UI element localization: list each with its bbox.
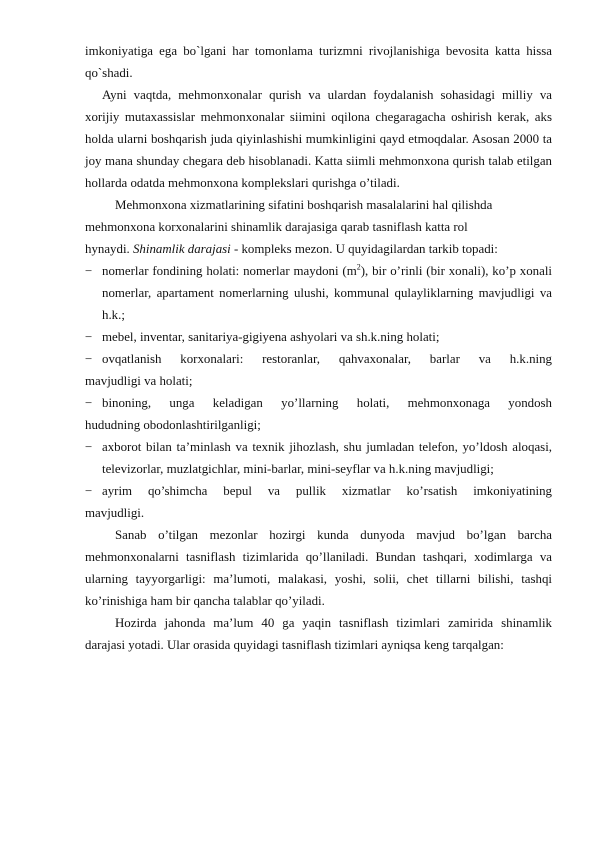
bullet-dash: − (85, 352, 93, 366)
bullet-information-equipment (85, 436, 552, 480)
bullet-text (102, 260, 552, 326)
comfort-line-3-lead: hynaydi. (85, 242, 133, 256)
superscript-two: 2 (356, 262, 361, 272)
bullet-text-part: nomerlar fondining holati: nomerlar maydoni (m (102, 264, 357, 278)
bullet-room-stock (85, 260, 552, 326)
bullet-dash: − (85, 440, 93, 454)
bullet-text-part: ), bir o’rinli (bir xonali), ko’p xonali nomerlar, apartament nomerlarning ulushi, kommunal qulayliklarning mavjudligi va h.k.; (102, 264, 552, 322)
bullet-text: ovqatlanish korxonalari: restoranlar, qahvaxonalar, barlar va h.k.ning (102, 352, 552, 366)
paragraph-comfort-line-3 (85, 238, 552, 260)
comfort-term-italic: Shinamlik darajasi (132, 242, 231, 256)
bullet-text-continuation: mavjudligi. (85, 506, 145, 520)
bullet-dash: − (85, 330, 93, 344)
paragraph-criteria-staff: Sanab o’tilgan mezonlar hozirgi kunda dunyoda mavjud bo’lgan barcha mehmonxonalarni tasniflash tizimlarida qo’llaniladi. Bundan tashqari, xodimlarga va ularning tayyorgarligi: ma’lumoti, malakasi, yoshi, solii, chet tillarni bilishi, tashqi ko’rinishiga ham bir qancha talablar qo’yiladi. (85, 528, 552, 608)
paragraph-classification-systems: Hozirda jahonda ma’lum 40 ga yaqin tasniflash tizimlari zamirida shinamlik darajasi yotadi. Ular orasida quyidagi tasniflash tizimlari ayniqsa keng tarqalgan: (85, 616, 552, 652)
bullet-text-continuation: mavjudligi va holati; (85, 374, 193, 388)
bullet-furniture (85, 326, 552, 348)
bullet-text: mebel, inventar, sanitariya-gigiyena ashyolari va sh.k.ning holati; (102, 330, 440, 344)
bullet-dash: − (85, 484, 93, 498)
document-page (85, 40, 552, 656)
bullet-catering (85, 348, 552, 392)
paragraph-capacity-limit: Ayni vaqtda, mehmonxonalar qurish va ulardan foydalanish sohasidagi milliy va xorijiy mutaxassislar mehmonxonalar siimini oqilona chegaragacha oshirish kerak, aks holda ularni boshqarish juda qiyinlashishi mumkinligini qayd etmoqdalar. Asosan 2000 ta joy mana shunday chegara deb hisoblanadi. Katta siimli mehmonxona qurish talab etilgan hollarda odatda mehmonxona komplekslari qurishga o’tiladi. (85, 88, 552, 190)
bullet-text-continuation: hududning obodonlashtirilganligi; (85, 418, 261, 432)
paragraph-comfort-line-1: Mehmonxona xizmatlarining sifatini boshqarish masalalarini hal qilishda (115, 198, 493, 212)
bullet-dash: − (85, 396, 93, 410)
paragraph-comfort-line-2: mehmonxona korxonalarini shinamlik darajasiga qarab tasniflash katta rol (85, 220, 468, 234)
bullet-text: binoning, unga keladigan yo’llarning holati, mehmonxonaga yondosh (102, 396, 552, 410)
comfort-line-3-tail: - kompleks mezon. U quyidagilardan tarkib topadi: (230, 242, 498, 256)
paragraph-comfort-level (85, 194, 552, 260)
bullet-extra-services (85, 480, 552, 524)
paragraph-intro-continuation: imkoniyatiga ega bo`lgani har tomonlama turizmni rivojlanishiga bevosita katta hissa qo`shadi. (85, 44, 552, 80)
bullet-text: ayrim qo’shimcha bepul va pullik xizmatlar ko’rsatish imkoniyatining (102, 484, 552, 498)
bullet-building (85, 392, 552, 436)
bullet-dash: − (85, 264, 93, 278)
bullet-text: axborot bilan ta’minlash va texnik jihozlash, shu jumladan telefon, yo’ldosh aloqasi, televizorlar, muzlatgichlar, mini-barlar, mini-seyflar va h.k.ning mavjudligi; (102, 440, 552, 476)
